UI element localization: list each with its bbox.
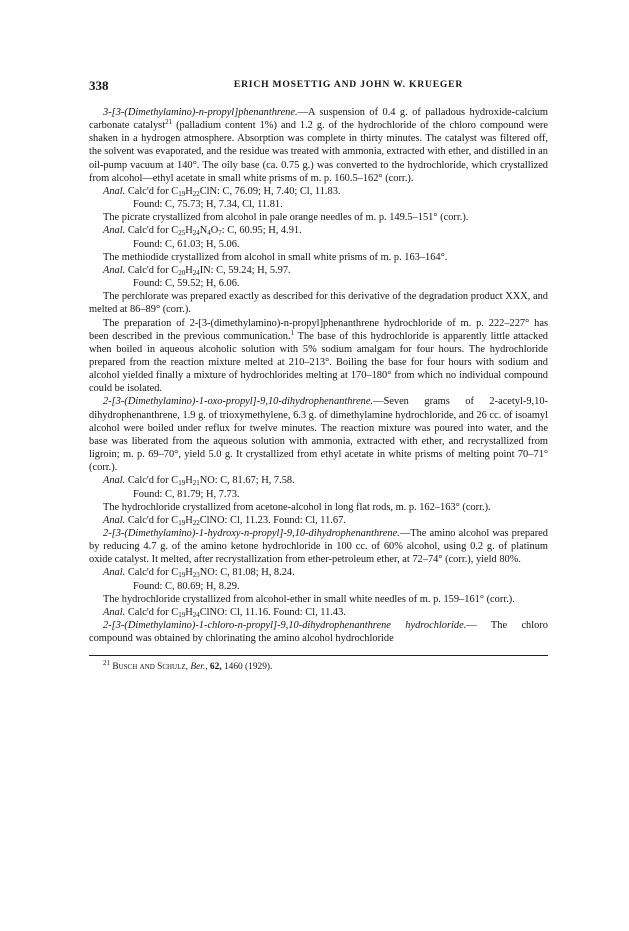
footnote-pages: 1460 (1929). [221, 662, 273, 673]
footnote-authors: Busch and Schulz, [112, 662, 189, 673]
paragraph-preparation: The preparation of 2-[3-(dimethylamino)-n-propyl]phenanthrene hydrochloride of m. p. 222–227° has been described in the previous communication.$^1$ The base of this hydrochloride is apparently little attacked when boiled in aqueous alcoholic solution with 5% sodium amalgam for four hours. The hydrochloride prepared from the reaction mixture melted at 210–213°. Boiling the base for four hours with sodium and alcohol yielded finally a mixture of hydrochlorides melting at 170–180° from which no individual compound could be isolated. [89, 317, 549, 395]
body-text [89, 106, 548, 645]
page-header [89, 78, 548, 94]
paragraph-perchlorate: The perchlorate was prepared exactly as described for this derivative of the degradation product XXX, and melted at 86–89° (corr.). [89, 291, 548, 316]
analysis-found: Found: C, 75.73; H, 7.34, Cl, 11.81. [133, 199, 283, 211]
compound-title: 2-[3-(Dimethylamino)-1-chloro-n-propyl]-9,10-dihydrophenanthrene hydrochloride. [103, 620, 467, 632]
paragraph-hydrochloride: The hydrochloride crystallized from alcohol-ether in small white needles of m. p. 159–161° (corr.). [103, 593, 515, 605]
compound-title: 2-[3-(Dimethylamino)-1-hydroxy-n-propyl]-9,10-dihydrophenanthrene. [103, 528, 400, 539]
footnote-journal: Ber., [188, 662, 208, 673]
analysis-calc: Anal. Calc'd for $C_{19}H_{22}ClNO$: Cl, 11.23. Found: Cl, 11.67. [103, 514, 346, 527]
paragraph-picrate: The picrate crystallized from alcohol in pale orange needles of m. p. 149.5–151° (corr.). [103, 212, 469, 224]
compound-title: 2-[3-(Dimethylamino)-1-oxo-propyl]-9,10-dihydrophenanthrene. [103, 396, 374, 408]
analysis-calc: Anal. Calc'd for $C_{20}H_{24}IN$: C, 59.24; H, 5.97. [103, 264, 291, 277]
analysis-calc: Anal. Calc'd for $C_{19}H_{23}NO$: C, 81.08; H, 8.24. [103, 567, 295, 580]
analysis-calc: Anal. Calc'd for $C_{19}H_{24}ClNO$: Cl, 11.16. Found: Cl, 11.43. [103, 606, 346, 619]
reference-marker: 1 [290, 328, 295, 337]
footnote-marker: 21 [103, 659, 110, 668]
paragraph-hydrochloride: The hydrochloride crystallized from acetone-alcohol in long flat rods, m. p. 162–163° (corr.). [103, 501, 491, 513]
analysis-calc: Anal. Calc'd for $C_{19}H_{21}NO$: C, 81.67; H, 7.58. [103, 475, 295, 488]
analysis-calc: Anal. Calc'd for $C_{19}H_{22}ClN$: C, 76.09; H, 7.40; Cl, 11.83. [103, 185, 341, 198]
analysis-calc: Anal. Calc'd for $C_{25}H_{24}N_4O_7$: C, 60.95; H, 4.91. [103, 225, 302, 238]
reference-marker: 21 [165, 118, 173, 127]
paragraph-propyl-phenanthrene: 3-[3-(Dimethylamino)-n-propyl]phenanthrene.—A suspension of 0.4 g. of palladous hydroxide-calcium carbonate catalyst$^{21}$ (palladium content 1%) and 1.2 g. of the hydrochloride of the chloro compound were shaken in a hydrogen atmosphere. Absorption was complete in thirty minutes. The catalyst was filtered off, the solvent was evaporated, and the residue was treated with ammonia, extracted with ether, and distilled in an oil-pump vacuum at 140°. The oily base (ca. 0.75 g.) was converted to the hydrochloride, which crystallized from alcohol—ethyl acetate in small white prisms of m. p. 160.5–162° (corr.). [89, 107, 548, 184]
footnote [89, 659, 548, 673]
footnote-divider [89, 655, 548, 656]
analysis-found: Found: C, 81.79; H, 7.73. [133, 488, 240, 500]
paragraph-chloro-propyl: 2-[3-(Dimethylamino)-1-chloro-n-propyl]-9,10-dihydrophenanthrene hydrochloride.— The chloro compound was obtained by chlorinating the amino alcohol hydrochloride [89, 620, 548, 645]
paper-page [89, 78, 548, 672]
paragraph-hydroxy-propyl: 2-[3-(Dimethylamino)-1-hydroxy-n-propyl]-9,10-dihydrophenanthrene.—The amino alcohol was prepared by reducing 4.7 g. of the amino ketone hydrochloride in 100 cc. of 60% alcohol, using 0.2 g. of platinum oxide catalyst. It melted, after recrystallization from ether-petroleum ether, at 72–74° (corr.), yield 80%. [89, 528, 548, 566]
page-number: 338 [89, 78, 109, 93]
analysis-found: Found: C, 61.03; H, 5.06. [133, 238, 240, 250]
paragraph-oxo-propyl: 2-[3-(Dimethylamino)-1-oxo-propyl]-9,10-dihydrophenanthrene.—Seven grams of 2-acetyl-9,10-dihydrophenanthrene, 1.9 g. of trioxymethylene, 6.3 g. of dimethylamine hydrochloride, and 26 cc. of isoamyl alcohol were boiled under reflux for twelve minutes. The reaction mixture was poured into water, and the base was liberated from the aqueous solution with ammonia, extracted with ether, and recrystallized from ligroin; m. p. 69–70°, yield 5.0 g. It crystallized from ethyl acetate in white prisms of melting point 70–71° (corr.). [89, 396, 548, 474]
compound-title: 3-[3-(Dimethylamino)-n-propyl]phenanthrene. [103, 107, 298, 118]
analysis-found: Found: C, 59.52; H, 6.06. [133, 278, 240, 290]
paragraph-methiodide: The methiodide crystallized from alcohol in small white prisms of m. p. 163–164°. [103, 251, 448, 263]
footnote-volume: 62, [207, 662, 222, 673]
running-head: ERICH MOSETTIG AND JOHN W. KRUEGER [233, 79, 464, 90]
analysis-found: Found: C, 80.69; H, 8.29. [133, 580, 240, 592]
